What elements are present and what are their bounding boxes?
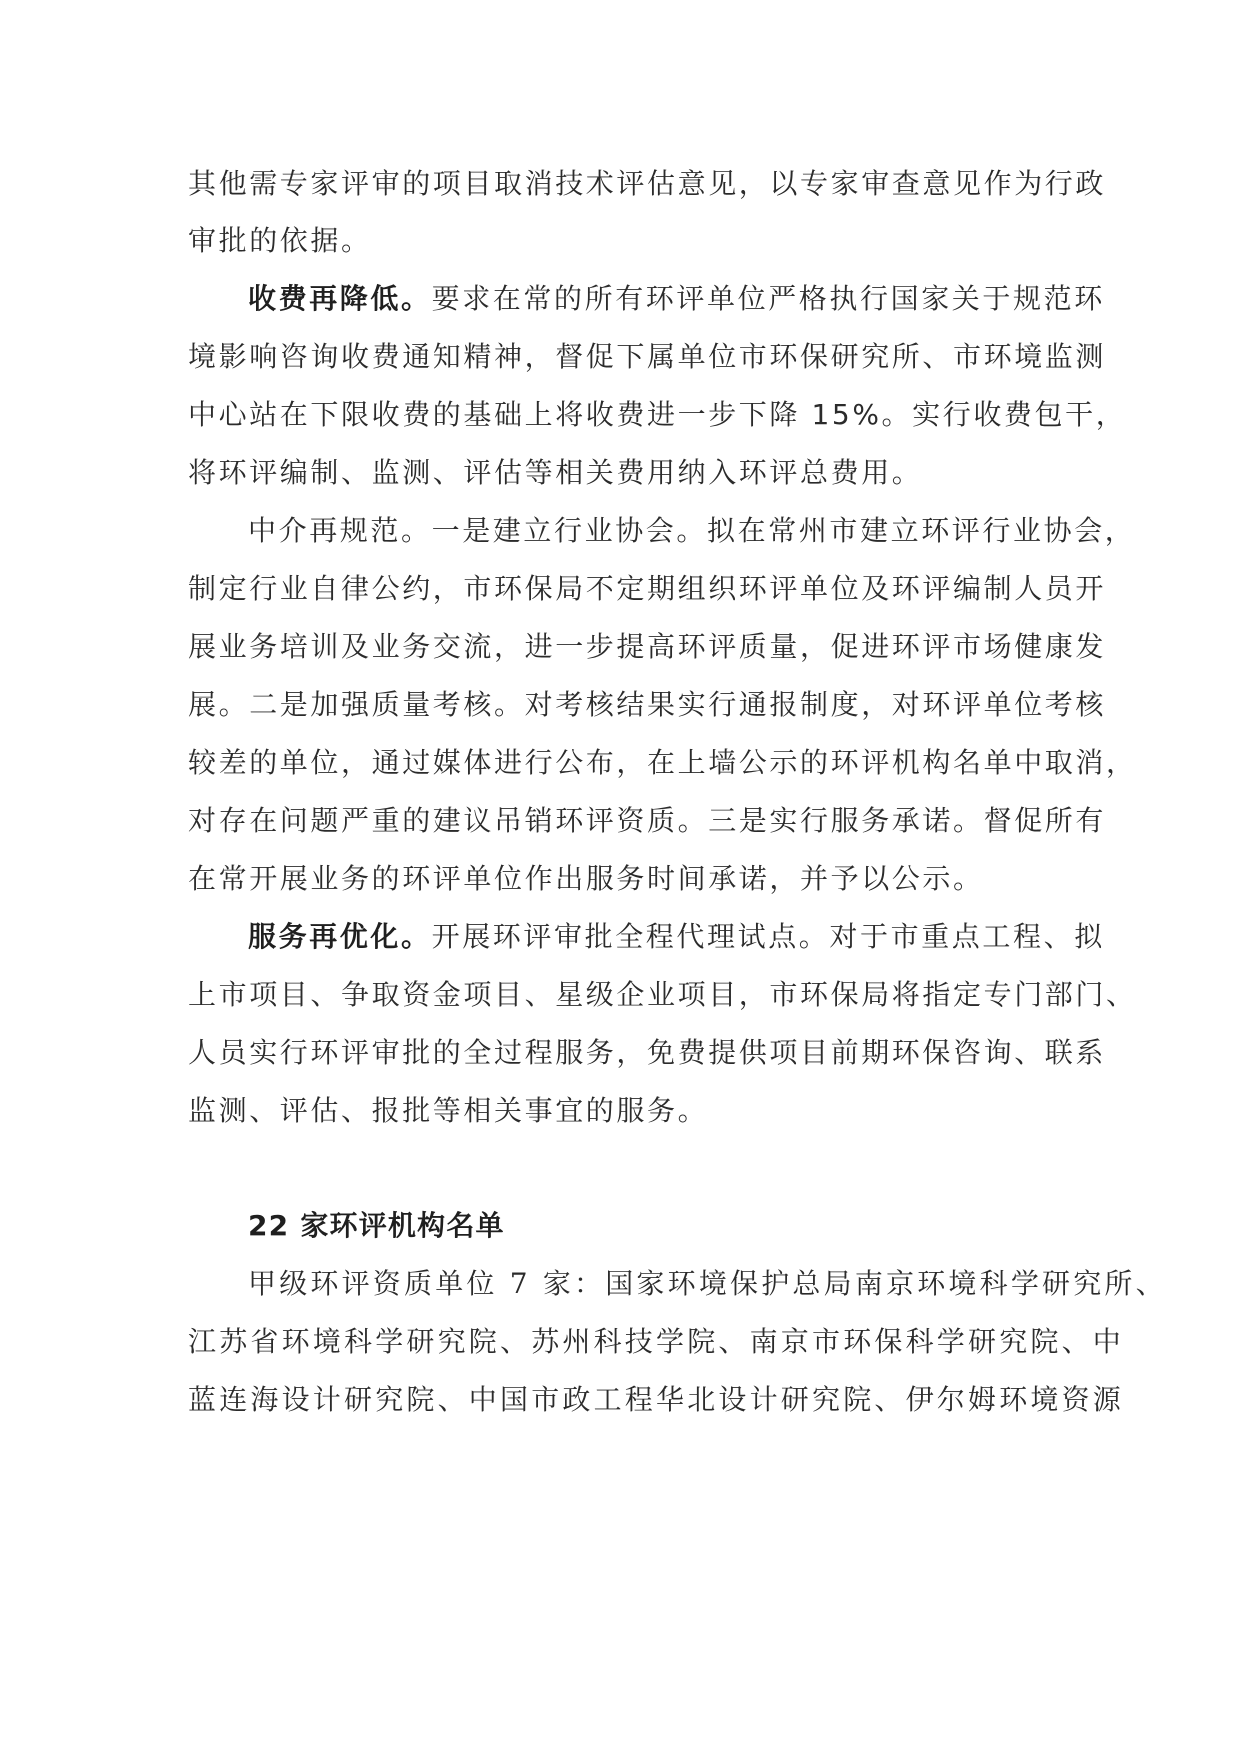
paragraph-text-line: 境影响咨询收费通知精神，督促下属单位市环保研究所、市环境监测 <box>188 340 1107 373</box>
paragraph-first-line: 中介再规范。一是建立行业协会。拟在常州市建立环评行业协会， <box>248 514 1136 547</box>
paragraph-text-line: 将环评编制、监测、评估等相关费用纳入环评总费用。 <box>188 456 923 489</box>
paragraph-text-line: 人员实行环评审批的全过程服务，免费提供项目前期环保咨询、联系 <box>188 1036 1107 1069</box>
paragraph-first-line <box>248 917 1128 957</box>
paragraph-text: 要求在常的所有环评单位严格执行国家关于规范环 <box>431 282 1105 315</box>
paragraph-text-line: 制定行业自律公约，市环保局不定期组织环评单位及环评编制人员开 <box>188 572 1107 605</box>
paragraph-lead-bold: 服务再优化。 <box>248 920 432 953</box>
paragraph-text-line: 对存在问题严重的建议吊销环评资质。三是实行服务承诺。督促所有 <box>188 804 1107 837</box>
paragraph-text-line: 较差的单位，通过媒体进行公布，在上墙公示的环评机构名单中取消， <box>188 746 1137 779</box>
section-heading: 22 家环评机构名单 <box>248 1209 505 1242</box>
paragraph-text-line: 展。二是加强质量考核。对考核结果实行通报制度，对环评单位考核 <box>188 688 1107 721</box>
paragraph-text-line: 展业务培训及业务交流，进一步提高环评质量，促进环评市场健康发 <box>188 630 1107 663</box>
paragraph-text-line: 上市项目、争取资金项目、星级企业项目，市环保局将指定专门部门、 <box>188 978 1137 1011</box>
paragraph-text-line: 在常开展业务的环评单位作出服务时间承诺，并予以公示。 <box>188 862 984 895</box>
paragraph-text-line: 审批的依据。 <box>188 224 372 257</box>
paragraph-lead-bold: 收费再降低。 <box>248 282 432 315</box>
paragraph-first-line: 甲级环评资质单位 7 家：国家环境保护总局南京环境科学研究所、 <box>248 1267 1167 1300</box>
paragraph-text-line: 江苏省环境科学研究院、苏州科技学院、南京市环保科学研究院、中 <box>188 1325 1125 1358</box>
paragraph-first-line <box>248 279 1128 319</box>
paragraph-text-line: 其他需专家评审的项目取消技术评估意见，以专家审查意见作为行政 <box>188 167 1107 200</box>
paragraph-text: 开展环评审批全程代理试点。对于市重点工程、拟 <box>431 920 1105 953</box>
paragraph-text-line: 中心站在下限收费的基础上将收费进一步下降 15%。实行收费包干， <box>188 398 1127 431</box>
paragraph-text-line: 蓝连海设计研究院、中国市政工程华北设计研究院、伊尔姆环境资源 <box>188 1383 1125 1416</box>
paragraph-text-line: 监测、评估、报批等相关事宜的服务。 <box>188 1094 709 1127</box>
